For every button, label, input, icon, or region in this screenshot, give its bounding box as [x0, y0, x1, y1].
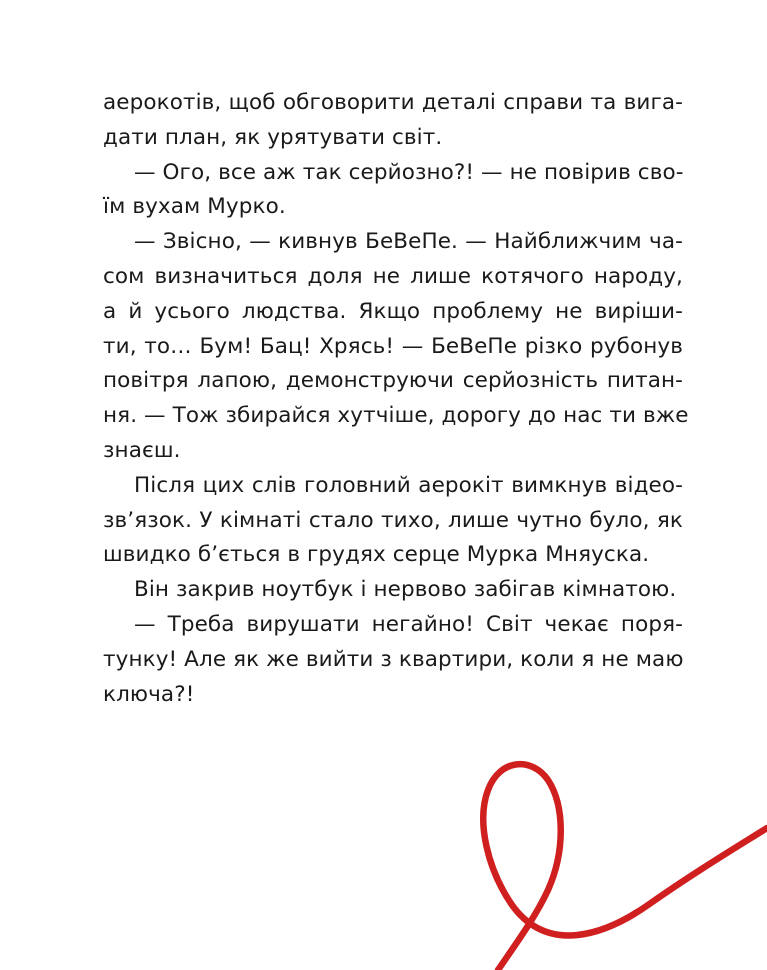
text-line: сом визначиться доля не лише котячого народу,	[103, 263, 683, 289]
text-line: повітря лапою, демонструючи серйозність питан-	[103, 368, 683, 394]
body-text	[103, 86, 689, 712]
red-ribbon-icon	[483, 764, 767, 970]
text-line: дати план, як урятувати світ.	[103, 124, 443, 150]
text-line: тунку! Але як же вийти з квартири, коли я не маю	[103, 646, 684, 672]
text-line: — Звісно, — кивнув БеВеПе. — Найближчим ча-	[134, 229, 683, 255]
text-line: ти, то… Бум! Бац! Хрясь! — БеВеПе різко рубонув	[103, 333, 683, 359]
text-line: — Ого, все аж так серйозно?! — не повірив сво-	[134, 159, 684, 185]
text-line: ня. — Тож збирайся хутчіше, дорогу до нас ти вже	[103, 403, 689, 429]
text-line: а й усього людства. Якщо проблему не виріши-	[103, 298, 683, 324]
text-line: ключа?!	[103, 681, 195, 707]
text-line: їм вухам Мурко.	[103, 194, 286, 220]
text-line: швидко б’ється в грудях серце Мурка Мняуска.	[103, 542, 650, 568]
text-line: зв’язок. У кімнаті стало тихо, лише чутно було, як	[103, 507, 683, 533]
text-line: знаєш.	[103, 437, 181, 463]
text-line: — Треба вирушати негайно! Світ чекає поря-	[134, 611, 683, 637]
text-line: Він закрив ноутбук і нервово забігав кімнатою.	[134, 577, 677, 603]
text-line: аерокотів, щоб обговорити деталі справи та вига-	[103, 90, 683, 115]
text-line: Після цих слів головний аерокіт вимкнув відео-	[134, 472, 683, 498]
